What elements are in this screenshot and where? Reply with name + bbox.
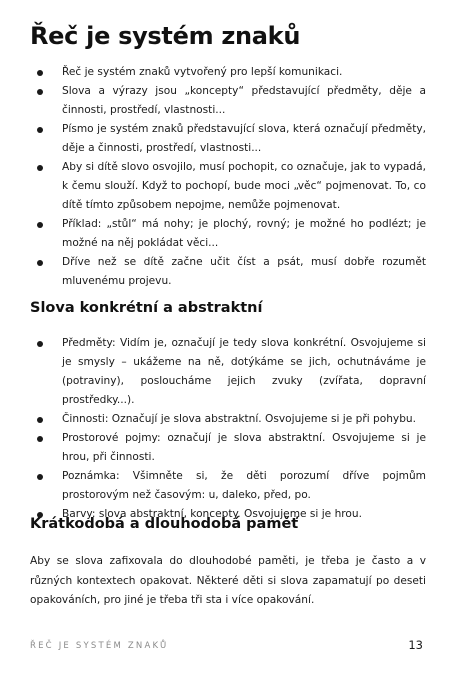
list-item: [30, 215, 426, 253]
memory-paragraph: Aby se slova zafixovala do dlouhodobé paměti, je třeba je často a v různých kontextech opakovat. Některé děti si slova zapamatují po deseti opakováních, pro jiné je třeba tři sta i více opakování.: [30, 555, 426, 606]
list-item: [30, 334, 426, 410]
list-item-text: Dříve než se dítě začne učit číst a psát, musí dobře rozumět mluvenému projevu.: [62, 256, 426, 287]
list-item-text: Písmo je systém znaků představující slova, která označují předměty, děje a činnosti, prostředí, vlastnosti...: [62, 123, 426, 154]
intro-bullet-list: [30, 63, 426, 291]
bullet-icon: [37, 165, 43, 171]
page-title: Řeč je systém znaků: [30, 22, 301, 50]
list-item-text: Příklad: „stůl“ má nohy; je plochý, rovný; je možné ho podlézt; je možné na něj pokládat věci...: [62, 218, 426, 249]
list-item: [30, 120, 426, 158]
page-number: 13: [408, 638, 423, 652]
bullet-icon: [37, 341, 43, 347]
bullet-icon: [37, 127, 43, 133]
section-heading-concrete-abstract: Slova konkrétní a abstraktní: [30, 300, 263, 316]
list-item-text: Aby si dítě slovo osvojilo, musí pochopit, co označuje, jak to vypadá, k čemu slouží. Když to pochopí, bude moci „věc“ pojmenovat. To, co dítě tímto způsobem nepojme, nemůže pojmenovat.: [62, 161, 426, 211]
bullet-icon: [37, 260, 43, 266]
list-item-text: Prostorové pojmy: označují je slova abstraktní. Osvojujeme si je hrou, při činnosti.: [62, 432, 426, 463]
list-item: [30, 410, 426, 429]
list-item: [30, 82, 426, 120]
bullet-icon: [37, 89, 43, 95]
running-footer-title: ŘEČ JE SYSTÉM ZNAKŮ: [30, 641, 169, 651]
bullet-icon: [37, 417, 43, 423]
bullet-icon: [37, 222, 43, 228]
list-item-text: Předměty: Vidím je, označují je tedy slova konkrétní. Osvojujeme si je smysly – ukážeme na ně, dotýkáme se jich, ochutnáváme je (potraviny), posloucháme jejich zvuky (zvířata, dopravní prostředky...).: [62, 337, 426, 406]
bullet-icon: [37, 70, 43, 76]
section-heading-memory: Krátkodobá a dlouhodobá paměť: [30, 516, 299, 532]
list-item-text: Barvy: slova abstraktní, koncepty. Osvojujeme si je hrou.: [62, 508, 362, 520]
list-item-text: Slova a výrazy jsou „koncepty“ představující předměty, děje a činnosti, prostředí, vlastnosti...: [62, 85, 426, 116]
list-item: [30, 429, 426, 467]
list-item: [30, 467, 426, 505]
list-item-text: Činnosti: Označují je slova abstraktní. Osvojujeme si je při pohybu.: [62, 413, 416, 425]
list-item-text: Řeč je systém znaků vytvořený pro lepší komunikaci.: [62, 66, 343, 78]
list-item: [30, 158, 426, 215]
concrete-abstract-bullet-list: [30, 334, 426, 524]
list-item-text: Poznámka: Všimněte si, že děti porozumí dříve pojmům prostorovým než časovým: u, daleko, před, po.: [62, 470, 426, 501]
bullet-icon: [37, 474, 43, 480]
list-item: [30, 253, 426, 291]
list-item: [30, 63, 426, 82]
bullet-icon: [37, 436, 43, 442]
